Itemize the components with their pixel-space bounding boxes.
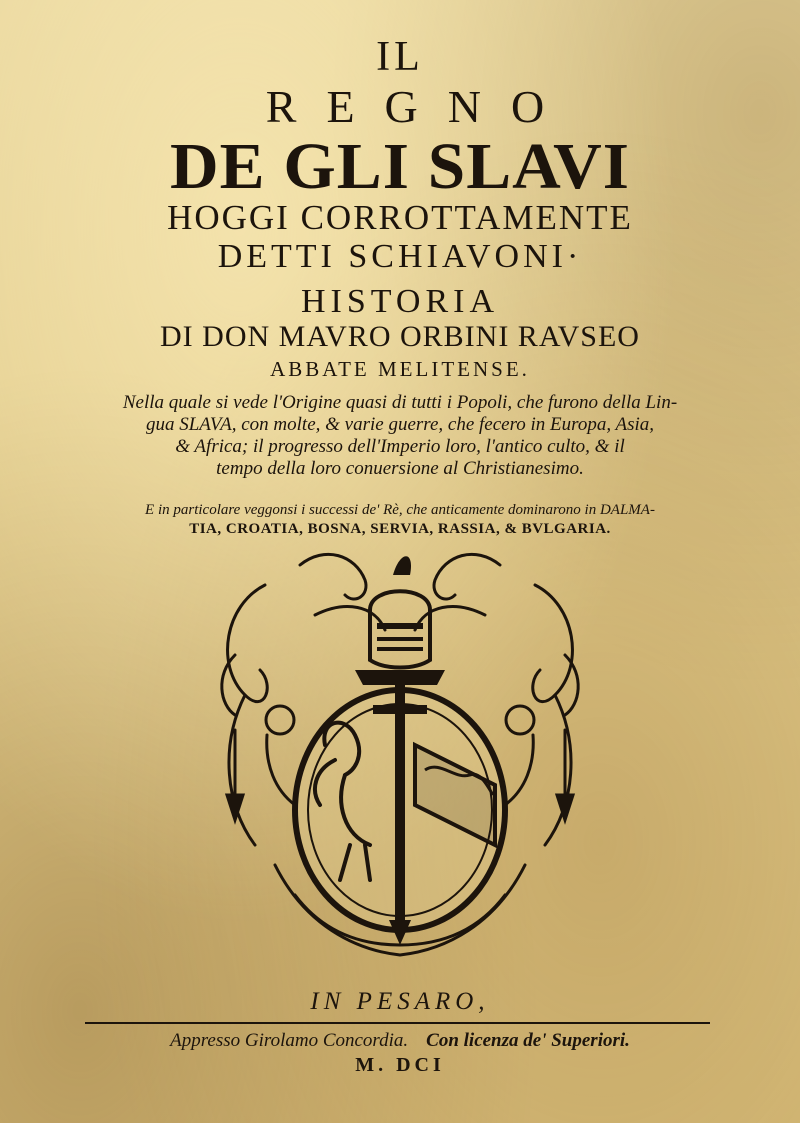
coat-of-arms-emblem: [205, 545, 595, 965]
license-note: Con licenza de' Superiori.: [426, 1030, 630, 1051]
title-historia: HISTORIA: [300, 283, 500, 320]
title-regno: REGNO: [265, 81, 575, 132]
publication-year: M. DCI: [355, 1054, 445, 1076]
printer-name: Appresso Girolamo Concordia.: [170, 1030, 409, 1051]
description-line: Nella quale si vede l'Origine quasi di tutti i Popoli, che furono della Lin-: [122, 392, 678, 413]
subject-line: TIA, CROATIA, BOSNA, SERVIA, RASSIA, & BVLGARIA.: [189, 521, 611, 537]
subject-line: E in particolare veggonsi i successi de' Rè, che anticamente dominarono in DALMA-: [145, 502, 655, 518]
title-hoggi: HOGGI CORROTTAMENTE: [167, 198, 633, 237]
description-line: tempo della loro conuersione al Christianesimo.: [216, 458, 584, 479]
description-paragraph: [100, 392, 700, 480]
printer-line: [0, 1030, 800, 1052]
author-title: ABBATE MELITENSE.: [270, 357, 530, 381]
author-line: DI DON MAVRO ORBINI RAVSEO: [160, 320, 640, 353]
imprint-rule: [85, 1022, 710, 1024]
subject-paragraph: [80, 501, 720, 539]
title-article: IL: [376, 34, 424, 80]
imprint-place: IN PESARO,: [310, 988, 490, 1015]
description-line: & Africa; il progresso dell'Imperio loro, l'antico culto, & il: [175, 436, 625, 457]
title-detti: DETTI SCHIAVONI·: [217, 238, 583, 275]
description-line: gua SLAVA, con molte, & varie guerre, che fecero in Europa, Asia,: [145, 414, 655, 435]
title-slavi: DE GLI SLAVI: [170, 130, 630, 203]
